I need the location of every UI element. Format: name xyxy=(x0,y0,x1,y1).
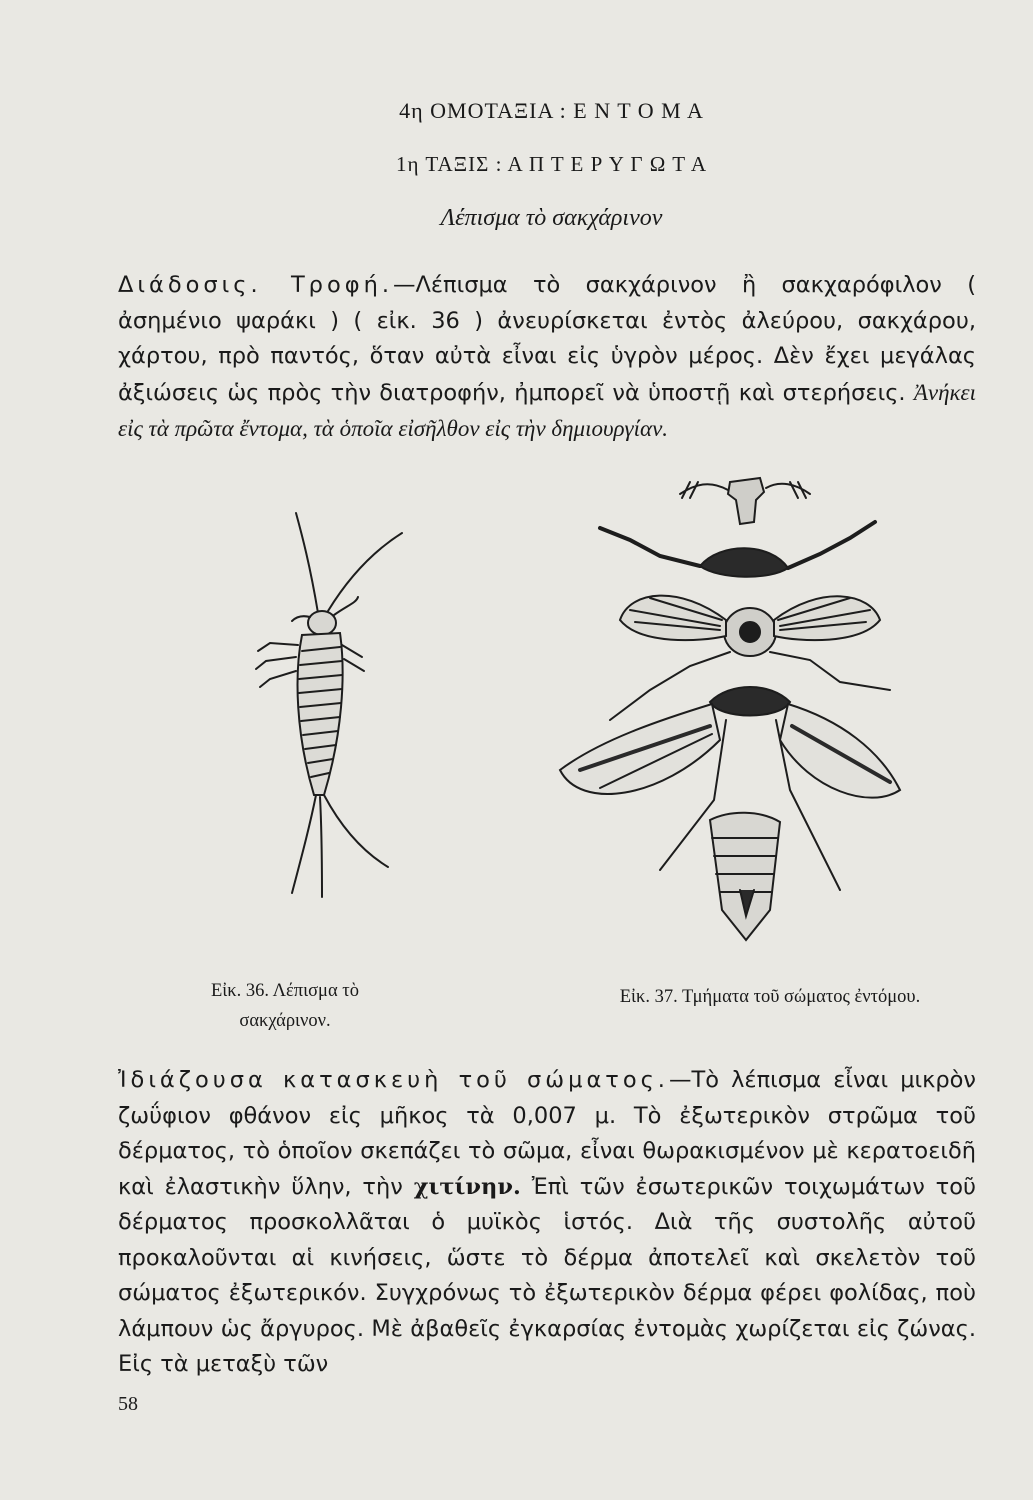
order-heading: 1η ΤΑΞΙΣ : Α Π Τ Ε Ρ Υ Γ Ω Τ Α xyxy=(396,152,707,176)
paragraph-distribution xyxy=(118,268,976,448)
figure-37-caption: Εἰκ. 37. Τμήματα τοῦ σώματος ἐντόμου. xyxy=(619,987,921,1007)
figure-36-caption: Εἰκ. 36. Λέπισμα τὸ σακχάρινον. xyxy=(211,981,359,1031)
paragraph-text-after: Ἐπὶ τῶν ἐσωτερικῶν τοιχωμάτων τοῦ δέρματος προσκολλᾶται ὁ μυϊκὸς ἱστός. Διὰ τῆς συστολῆς αὐτοῦ προκαλοῦνται αἱ κινήσεις, ὥστε τὸ δέρμα ἀποτελεῖ καὶ σκελετὸν τοῦ σώματος ἐξωτερικόν. Συγχρόνως τὸ ἐξωτερικὸν δέρμα φέρει φολίδας, ποὺ λάμπουν ὡς ἄργυρος. Μὲ ἀβαθεῖς ἐγκαρσίας ἐντομὰς χωρίζεται εἰς ζώνας. Εἰς τὰ μεταξὺ τῶν xyxy=(118,1173,977,1377)
class-heading: 4η ΟΜΟΤΑΞΙΑ : Ε Ν Τ Ο Μ Α xyxy=(399,98,704,123)
insect-parts-illustration xyxy=(540,470,920,960)
paragraph-structure xyxy=(118,1063,976,1383)
species-heading: Λέπισμα τὸ σακχάρινον xyxy=(440,205,663,231)
paragraph-lead: Διάδοσις. Τροφή. xyxy=(118,272,393,298)
paragraph-text-before: —Τὸ λέπισμα εἶναι μικρὸν ζωΰφιον φθάνον εἰς μῆκος τὰ 0,007 μ. Τὸ ἐξωτερικὸν στρῶμα τοῦ δέρματος, τὸ ὁποῖον σκεπάζει τὸ σῶμα, εἶναι θωρακισμένον μὲ κερατοειδῆ καὶ ἐλαστικὴν ὕλην, τὴν xyxy=(118,1067,976,1200)
paragraph-italic: Ἀνήκει εἰς τὰ πρῶτα ἔντομα, τὰ ὁποῖα εἰσῆλθον εἰς τὴν δημιουργίαν. xyxy=(118,379,976,441)
paragraph-text: —Λέπισμα τὸ σακχάρινον ἢ σακχαρόφιλον ( ἀσημένιο ψαράκι ) ( εἰκ. 36 ) ἀνευρίσκεται ἐντὸς ἀλεύρου, σακχάρου, χάρτου, πρὸ παντός, ὅταν αὐτὰ εἶναι εἰς ὑγρὸν μέρος. Δὲν ἔχει μεγάλας ἀξιώσεις ὡς πρὸς τὴν διατροφήν, ἠμπορεῖ νὰ ὑποστῇ καὶ στερήσεις. xyxy=(118,272,976,406)
chitin-term: χιτίνην. xyxy=(413,1173,521,1200)
paragraph-lead: Ἰδιάζουσα κατασκευὴ τοῦ σώματος. xyxy=(118,1067,669,1093)
page-number: 58 xyxy=(118,1393,138,1415)
silverfish-illustration xyxy=(230,505,430,905)
